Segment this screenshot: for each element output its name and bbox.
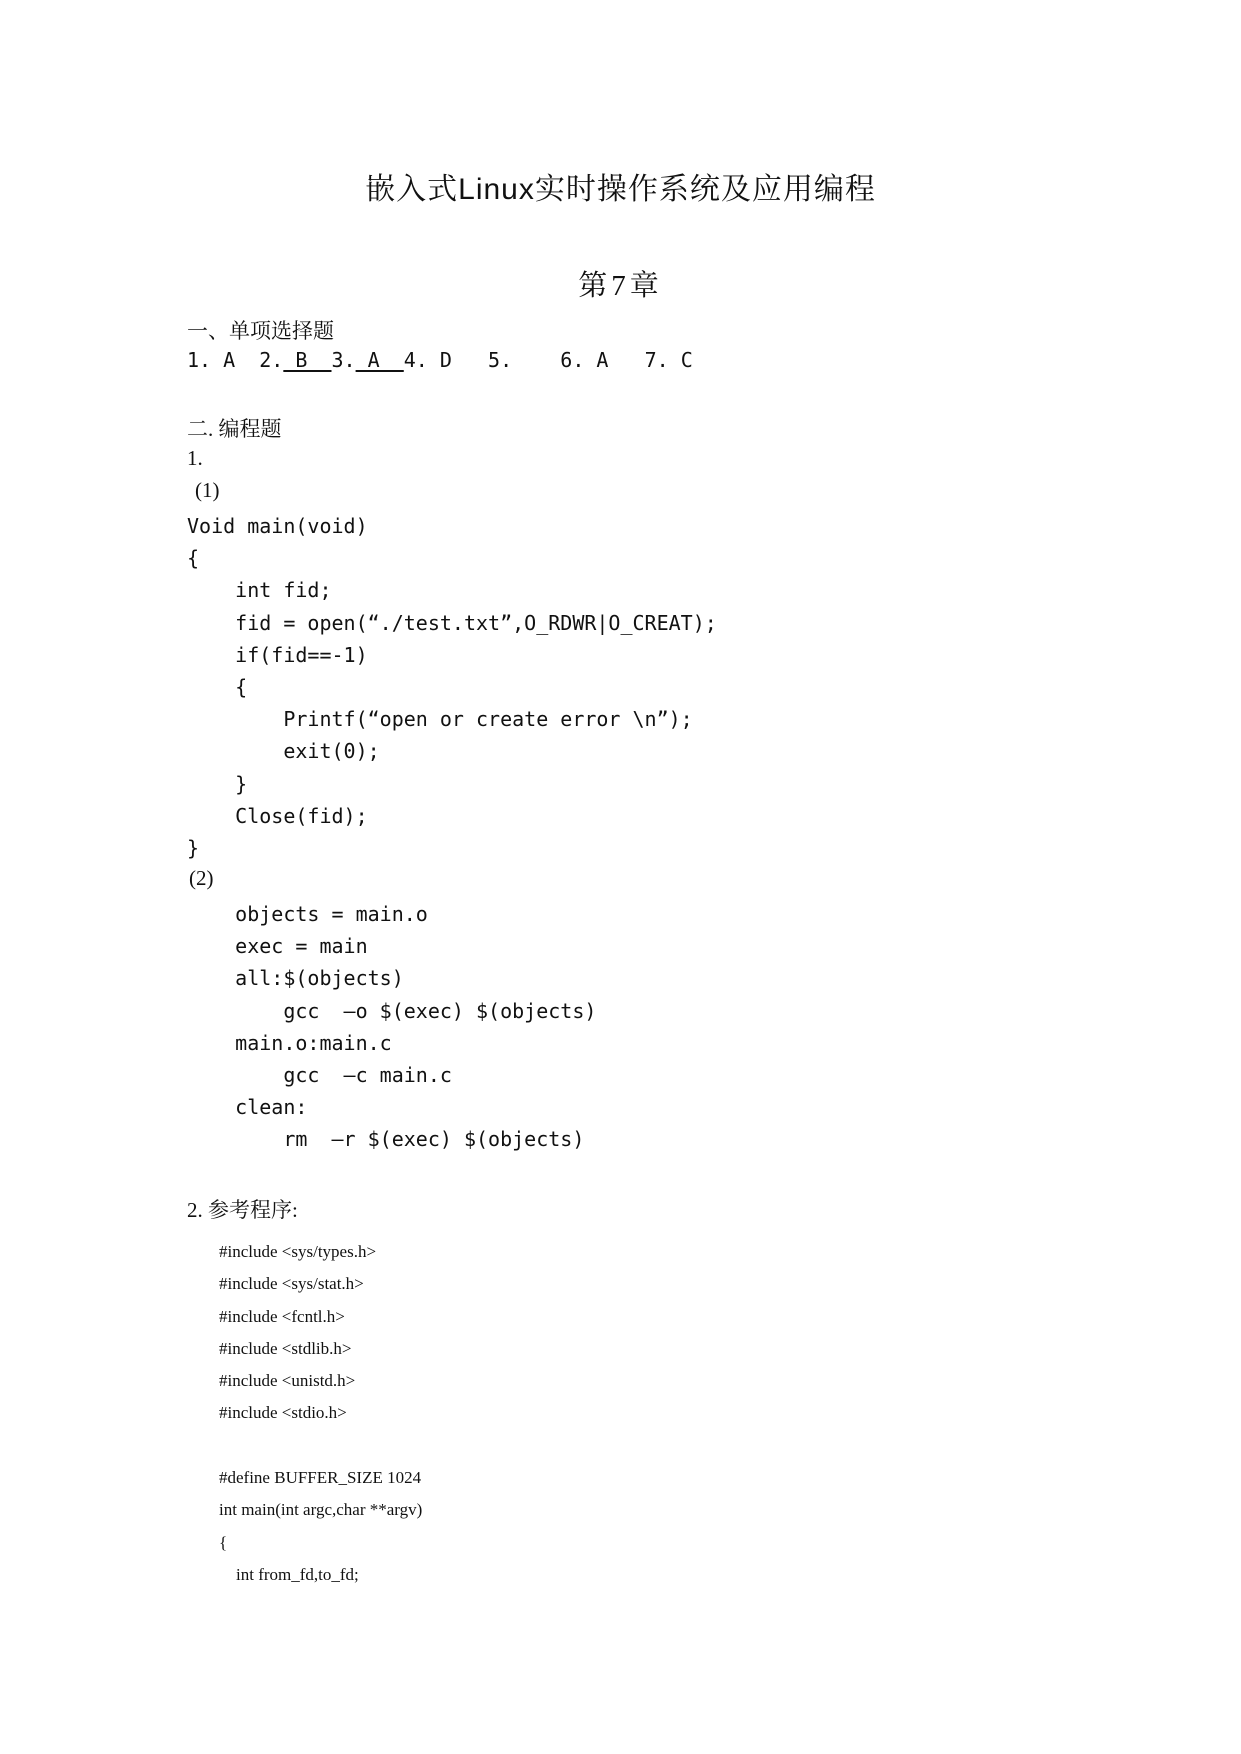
code1-line: { xyxy=(187,674,248,699)
code1-line: Printf(“open or create error \n”); xyxy=(187,707,693,732)
code1-line: Close(fid); xyxy=(187,803,368,828)
code1-line: Void main(void) xyxy=(187,514,368,538)
code1-line: exit(0); xyxy=(187,739,380,764)
code-block-1 xyxy=(187,510,717,864)
code2-line: gcc –o $(exec) $(objects) xyxy=(187,998,597,1023)
code3-line: { xyxy=(219,1532,228,1552)
answers-part2: 3. xyxy=(331,348,356,372)
answers-part1: 1. A 2. xyxy=(187,348,284,372)
code2-line: gcc –c main.c xyxy=(187,1062,452,1087)
code3-line: #include <sys/stat.h> xyxy=(219,1274,364,1294)
sub1-label: (1) xyxy=(195,478,220,502)
code1-line: } xyxy=(187,771,248,796)
answer-line xyxy=(187,348,693,372)
code3-line: int from_fd,to_fd; xyxy=(219,1564,359,1584)
code2-line: rm –r $(exec) $(objects) xyxy=(187,1127,585,1152)
code3-line: #include <sys/types.h> xyxy=(219,1242,377,1261)
answer-blank-2: B xyxy=(283,348,332,372)
code3-line: #include <fcntl.h> xyxy=(219,1306,345,1326)
section2-heading: 二. 编程题 xyxy=(187,417,282,441)
code1-line: } xyxy=(187,835,200,860)
code1-line: int fid; xyxy=(187,578,332,603)
code2-line: main.o:main.c xyxy=(187,1030,392,1055)
section1-heading: 一、单项选择题 xyxy=(187,319,334,343)
code1-line: if(fid==-1) xyxy=(187,642,368,667)
document-title: 嵌入式Linux实时操作系统及应用编程 xyxy=(365,173,876,206)
sub2-label: (2) xyxy=(189,866,214,890)
code-block-3 xyxy=(219,1236,422,1591)
question1-label: 1. xyxy=(187,446,203,470)
code1-line: { xyxy=(187,546,200,571)
code2-line: objects = main.o xyxy=(187,902,428,926)
answers-part3: 4. D 5. 6. A 7. C xyxy=(403,348,693,372)
code3-line: #include <stdlib.h> xyxy=(219,1338,352,1358)
code3-line: #include <stdio.h> xyxy=(219,1403,347,1423)
code3-line: int main(int argc,char **argv) xyxy=(219,1500,423,1520)
code-block-2 xyxy=(187,898,596,1156)
code3-line: #include <unistd.h> xyxy=(219,1371,356,1391)
answer-blank-3: A xyxy=(355,348,404,372)
chapter-heading: 第7章 xyxy=(578,270,663,302)
code1-line: fid = open(“./test.txt”,O_RDWR|O_CREAT); xyxy=(187,610,717,635)
code3-line xyxy=(219,1430,422,1462)
code2-line: exec = main xyxy=(187,934,368,959)
code2-line: clean: xyxy=(187,1095,308,1120)
question2-label: 2. 参考程序: xyxy=(187,1198,298,1222)
code2-line: all:$(objects) xyxy=(187,966,404,991)
code3-line: #define BUFFER_SIZE 1024 xyxy=(219,1468,422,1488)
